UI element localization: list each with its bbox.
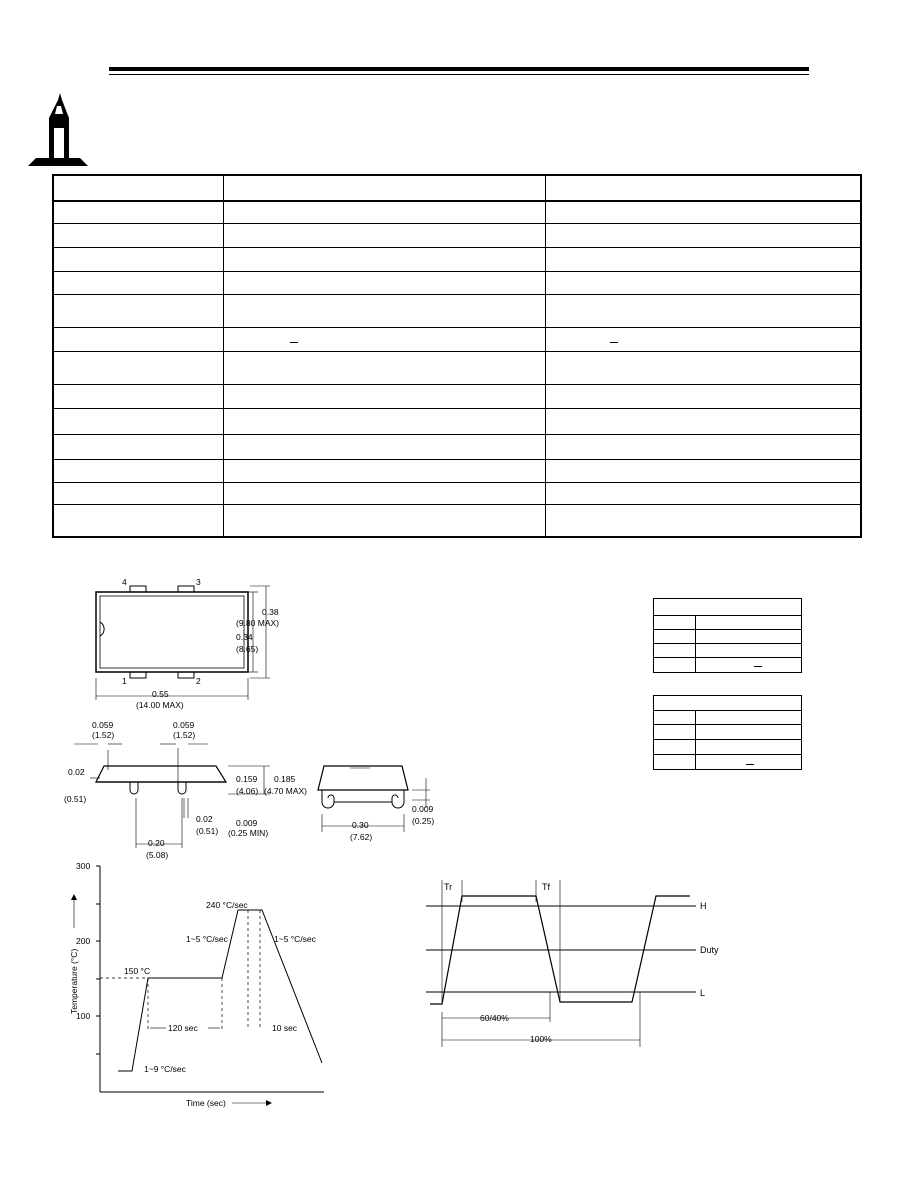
period-label: 100% [530, 1034, 552, 1044]
mini-row-line [654, 739, 801, 740]
pin-3-label: 3 [196, 577, 201, 587]
height-in: 0.34 [236, 632, 253, 642]
mini-row-line [654, 724, 801, 725]
mini-col-line [695, 615, 696, 672]
ramp-down-label: 1~5 °C/sec [274, 934, 316, 944]
standoff-in: 0.009 [236, 818, 258, 828]
pin-table-1 [653, 598, 802, 673]
length-mm: (14.00 MAX) [136, 700, 184, 710]
fall-time-label: Tf [542, 882, 550, 892]
mini-row-line [654, 710, 801, 711]
table-row-line [54, 327, 860, 328]
y-tick-200: 200 [76, 936, 91, 946]
duty-ratio-label: 60/40% [480, 1013, 509, 1023]
mini-row-line [654, 643, 801, 644]
table-row-line [54, 271, 860, 272]
width-mm: (7.62) [350, 832, 373, 842]
thickness-mm: (0.25) [412, 816, 435, 826]
pad-left-in: 0.059 [92, 720, 114, 730]
pad-right-mm: (1.52) [173, 730, 196, 740]
x-axis-label: Time (sec) [186, 1098, 226, 1108]
mini-row-line [654, 754, 801, 755]
pin-1-label: 1 [122, 676, 127, 686]
body-height-in: 0.159 [236, 774, 258, 784]
table-row-line [54, 294, 860, 295]
length-in: 0.55 [152, 689, 169, 699]
y-axis-label: Temperature (°C) [69, 948, 79, 1014]
pad-right-in: 0.059 [173, 720, 195, 730]
total-height-mm: (4.70 MAX) [264, 786, 307, 796]
table-row-line [54, 482, 860, 483]
pitch-in: 0.20 [148, 838, 165, 848]
total-height-in: 0.185 [274, 774, 296, 784]
body-height-mm: (4.06) [236, 786, 259, 796]
ramp-up-label: 1~5 °C/sec [186, 934, 228, 944]
pin-2-label: 2 [196, 676, 201, 686]
pin-table-2 [653, 695, 802, 770]
table-header-line [54, 200, 860, 202]
duty-level-label: Duty [700, 945, 719, 955]
y-tick-100: 100 [76, 1011, 91, 1021]
low-level-label: L [700, 988, 706, 998]
mini-row-line [654, 615, 801, 616]
pin-4-label: 4 [122, 577, 127, 587]
y-tick-300: 300 [76, 861, 91, 871]
table-row-line [54, 434, 860, 435]
output-waveform-chart [420, 872, 720, 1052]
pitch-mm: (5.08) [146, 850, 169, 860]
table-mark [610, 342, 618, 343]
table-row-line [54, 223, 860, 224]
table-row-line [54, 459, 860, 460]
mini-row-line [654, 657, 801, 658]
high-level-label: H [700, 901, 707, 911]
table-mark [290, 342, 298, 343]
temp-150-label: 150 °C [124, 966, 151, 976]
preheat-time-label: 120 sec [168, 1023, 198, 1033]
peak-time-label: 10 sec [272, 1023, 298, 1033]
header-rule-thick [109, 67, 809, 71]
mini-mark [754, 666, 762, 667]
width-in: 0.30 [352, 820, 369, 830]
table-row-line [54, 408, 860, 409]
temp-240-label: 240 °C/sec [206, 900, 248, 910]
reflow-profile-chart [62, 858, 332, 1113]
initial-ramp-label: 1~9 °C/sec [144, 1064, 186, 1074]
height-mm: (8.65) [236, 644, 259, 654]
mini-col-line [695, 710, 696, 769]
rise-time-label: Tr [444, 882, 453, 892]
mini-mark [746, 764, 754, 765]
height-max-in: 0.38 [262, 607, 279, 617]
lead2-in: 0.02 [196, 814, 213, 824]
lead-mm: (0.51) [64, 794, 87, 804]
height-max-mm: (9.80 MAX) [236, 618, 279, 628]
standoff-mm: (0.25 MIN) [228, 828, 269, 838]
company-logo-icon [28, 88, 90, 168]
pad-left-mm: (1.52) [92, 730, 115, 740]
specification-table [52, 174, 862, 538]
header-rule-thin [109, 74, 809, 75]
mini-row-line [654, 629, 801, 630]
package-outline-drawing [60, 570, 450, 870]
table-row-line [54, 351, 860, 352]
lead-in: 0.02 [68, 767, 85, 777]
table-row-line [54, 384, 860, 385]
table-row-line [54, 504, 860, 505]
table-row-line [54, 247, 860, 248]
lead2-mm: (0.51) [196, 826, 219, 836]
thickness-in: 0.009 [412, 804, 434, 814]
